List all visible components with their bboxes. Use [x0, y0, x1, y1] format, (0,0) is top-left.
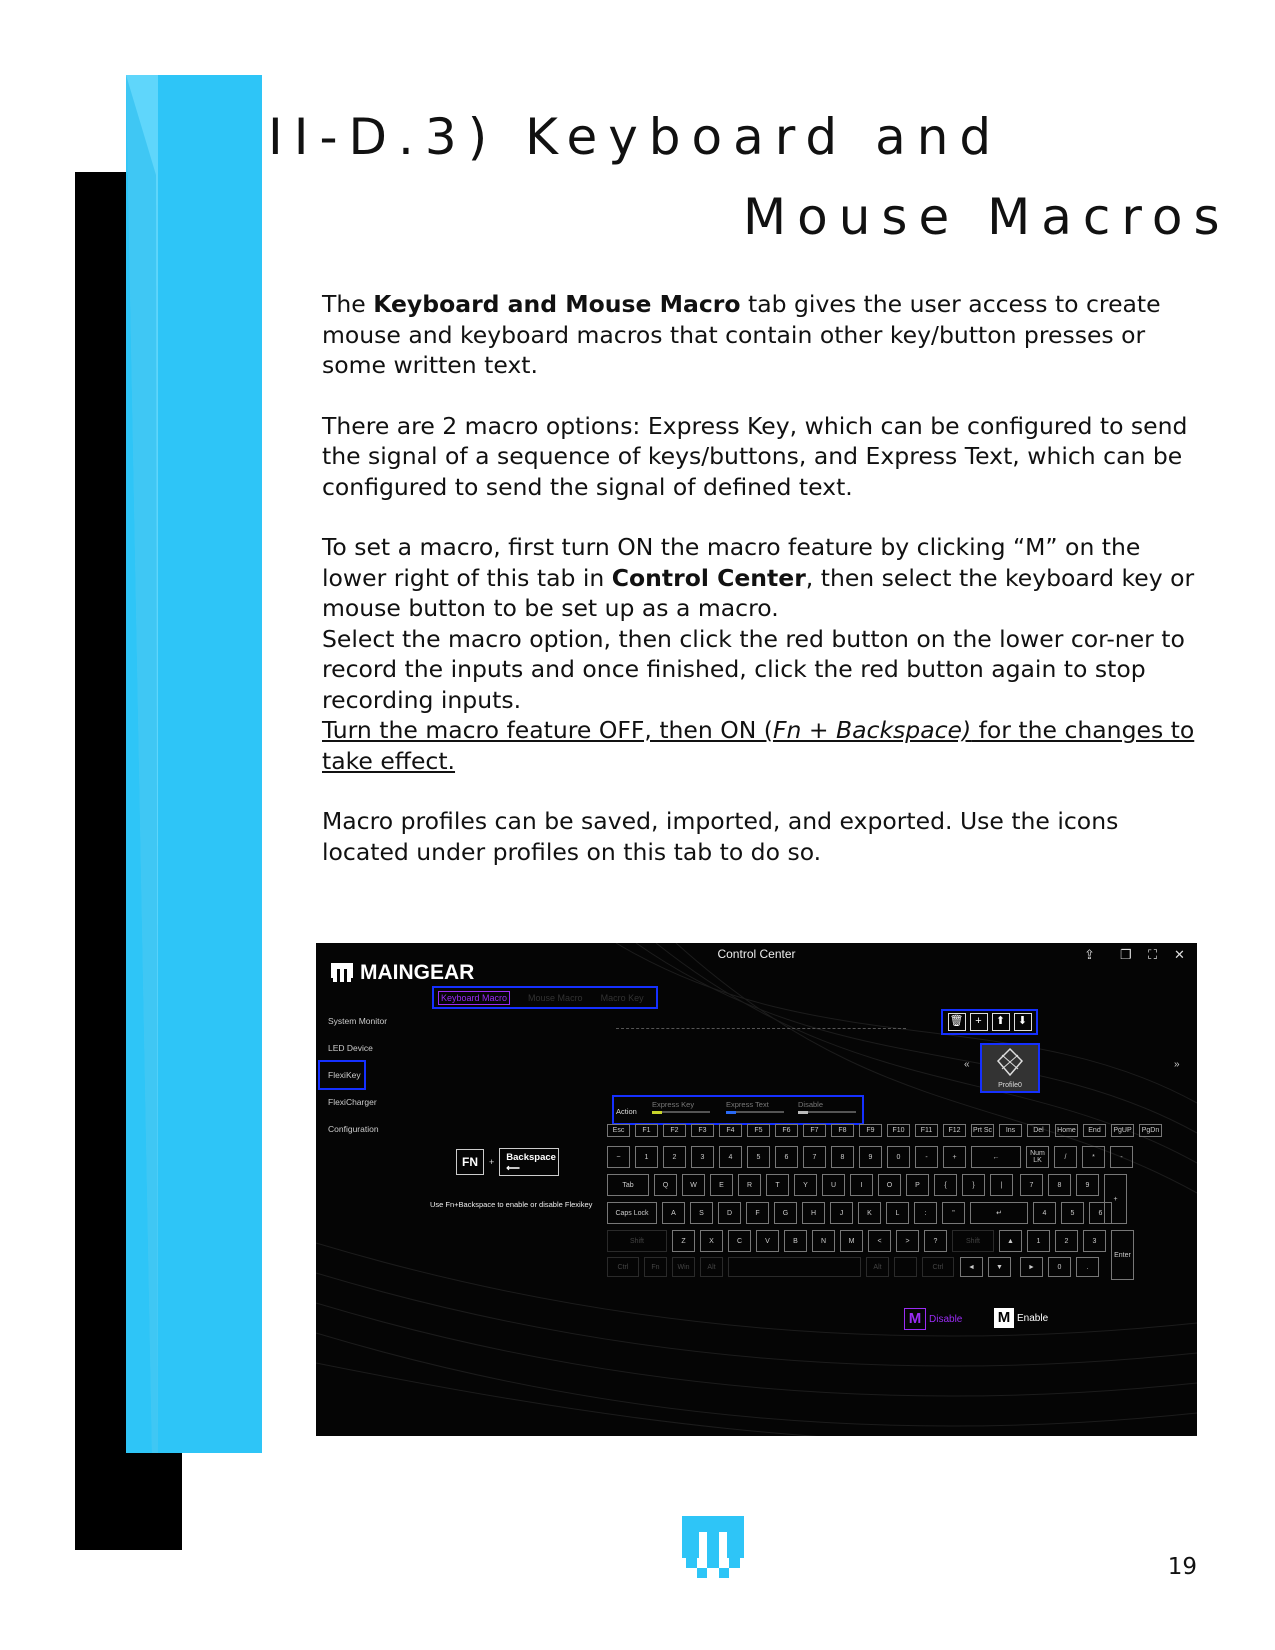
- keyboard-key[interactable]: F: [746, 1202, 769, 1224]
- window-title: Control Center: [717, 947, 796, 961]
- sidebar-selection-highlight: [318, 1060, 366, 1090]
- keyboard-key[interactable]: |: [990, 1174, 1013, 1196]
- action-label: Action: [616, 1107, 637, 1116]
- keyboard-key[interactable]: Ins: [999, 1124, 1022, 1137]
- profile-toolbar: [941, 1009, 1038, 1035]
- keyboard-key[interactable]: 6: [775, 1146, 798, 1168]
- paragraph-intro: The Keyboard and Mouse Macro tab gives the user access to create mouse and keyboard macros that contain other key/button presses or some written text.: [322, 290, 1161, 379]
- disable-macro-toggle[interactable]: [904, 1308, 962, 1330]
- keyboard-key[interactable]: S: [690, 1202, 713, 1224]
- keyboard-key[interactable]: I: [850, 1174, 873, 1196]
- keyboard-key[interactable]: }: [962, 1174, 985, 1196]
- keyboard-key[interactable]: ▲: [999, 1230, 1022, 1252]
- keyboard-key[interactable]: Y: [794, 1174, 817, 1196]
- keyboard-key[interactable]: Tab: [607, 1174, 649, 1196]
- enable-m-icon: M: [994, 1308, 1014, 1328]
- paragraph-profiles: Macro profiles can be saved, imported, and exported. Use the icons located under profiles on this tab to do so.: [322, 807, 1119, 866]
- keyboard-key[interactable]: F4: [719, 1124, 742, 1137]
- keyboard-key[interactable]: F7: [803, 1124, 826, 1137]
- maingear-footer-logo: [680, 1514, 746, 1580]
- keyboard-key[interactable]: End: [1083, 1124, 1106, 1137]
- keyboard-key[interactable]: F11: [915, 1124, 938, 1137]
- divider: [616, 1028, 906, 1029]
- keyboard-key[interactable]: V: [756, 1230, 779, 1252]
- keyboard-key[interactable]: ►: [1020, 1257, 1043, 1277]
- tab-mouse-macro[interactable]: Mouse Macro: [528, 992, 583, 1003]
- keyboard-key[interactable]: X: [700, 1230, 723, 1252]
- keyboard-key[interactable]: F1: [635, 1124, 658, 1137]
- keyboard-key[interactable]: <: [868, 1230, 891, 1252]
- previous-profile-icon[interactable]: «: [964, 1059, 970, 1070]
- keyboard-key[interactable]: ◄: [960, 1257, 983, 1277]
- keyboard-key[interactable]: E: [710, 1174, 733, 1196]
- keyboard-key[interactable]: F2: [663, 1124, 686, 1137]
- keyboard-key[interactable]: Alt: [866, 1257, 889, 1277]
- enable-label: Enable: [1017, 1312, 1049, 1324]
- enable-macro-toggle[interactable]: [994, 1308, 1048, 1328]
- keyboard-key[interactable]: ←: [971, 1146, 1021, 1168]
- keyboard-key[interactable]: ↵: [970, 1202, 1028, 1224]
- paragraph-setup: To set a macro, first turn ON the macro feature by clicking “M” on the lower right of this tab in Control Center, then select the keyboard key or mouse button to be set up as a macro. Select the macro option, then click the red button on the lower cor-ner to record the inputs and once finished, click the red button again to stop recording inputs. Turn the macro feature OFF, then ON (Fn + Backspace) for the changes to take effect.: [322, 533, 1195, 775]
- keyboard-key[interactable]: F3: [691, 1124, 714, 1137]
- sidebar-item-system-monitor[interactable]: System Monitor: [328, 1016, 388, 1026]
- flexikey-hint: Use Fn+Backspace to enable or disable Flexikey: [430, 1200, 593, 1209]
- keyboard-key[interactable]: PgDn: [1139, 1124, 1162, 1137]
- keyboard-key[interactable]: M: [840, 1230, 863, 1252]
- body-text: [322, 289, 1202, 897]
- keyboard-key[interactable]: W: [682, 1174, 705, 1196]
- brand-name: MAINGEAR: [360, 961, 475, 984]
- keyboard-key[interactable]: N: [812, 1230, 835, 1252]
- keyboard-key[interactable]: O: [878, 1174, 901, 1196]
- keyboard-key[interactable]: PgUP: [1111, 1124, 1134, 1137]
- keyboard-key[interactable]: ?: [924, 1230, 947, 1252]
- export-profile-icon[interactable]: ⬆: [992, 1013, 1010, 1031]
- keyboard-key[interactable]: Alt: [700, 1257, 723, 1277]
- keyboard-key[interactable]: .: [1076, 1257, 1099, 1277]
- keyboard-key[interactable]: /: [1054, 1146, 1077, 1168]
- keyboard-key[interactable]: K: [858, 1202, 881, 1224]
- backspace-label: Backspace: [506, 1152, 556, 1163]
- keyboard-key[interactable]: 9: [859, 1146, 882, 1168]
- keyboard-key[interactable]: ~: [607, 1146, 630, 1168]
- arrow-left-icon: ⟵: [506, 1163, 520, 1174]
- tab-keyboard-macro[interactable]: Keyboard Macro: [438, 991, 510, 1005]
- keyboard-key[interactable]: 8: [1048, 1174, 1071, 1196]
- keyboard-key[interactable]: ": [942, 1202, 965, 1224]
- export-icon[interactable]: ⇪: [1084, 947, 1095, 962]
- express-key-slider: [652, 1111, 710, 1113]
- close-icon[interactable]: ✕: [1174, 947, 1185, 962]
- sidebar-item-configuration[interactable]: Configuration: [328, 1124, 379, 1134]
- keyboard-key[interactable]: R: [738, 1174, 761, 1196]
- keyboard-key[interactable]: Q: [654, 1174, 677, 1196]
- keyboard-key[interactable]: J: [830, 1202, 853, 1224]
- keyboard-key[interactable]: 9: [1076, 1174, 1099, 1196]
- keyboard-key[interactable]: F8: [831, 1124, 854, 1137]
- tab-macro-key[interactable]: Macro Key: [600, 992, 644, 1003]
- fullscreen-icon[interactable]: ⛶: [1148, 947, 1158, 962]
- macro-tabs: [432, 986, 658, 1009]
- sidebar-item-flexicharger[interactable]: FlexiCharger: [328, 1097, 377, 1107]
- keyboard-key[interactable]: Shift: [952, 1230, 994, 1252]
- keyboard-key[interactable]: 8: [831, 1146, 854, 1168]
- keyboard-key[interactable]: Esc: [607, 1124, 630, 1137]
- add-profile-icon[interactable]: +: [970, 1013, 988, 1031]
- keyboard-key[interactable]: {: [934, 1174, 957, 1196]
- restore-icon[interactable]: ❐: [1120, 947, 1132, 962]
- sidebar-item-flexikey[interactable]: FlexiKey: [328, 1070, 361, 1080]
- keyboard-key[interactable]: F6: [775, 1124, 798, 1137]
- page-title-line1: II-D.3) Keyboard and: [268, 108, 1003, 166]
- keyboard-key[interactable]: Caps Lock: [607, 1202, 657, 1224]
- keyboard-key[interactable]: H: [802, 1202, 825, 1224]
- keyboard-key[interactable]: T: [766, 1174, 789, 1196]
- keyboard-key[interactable]: *: [1082, 1146, 1105, 1168]
- keyboard-key[interactable]: D: [718, 1202, 741, 1224]
- keyboard-key[interactable]: ▼: [988, 1257, 1011, 1277]
- plus-sign: +: [489, 1157, 495, 1167]
- keyboard-key[interactable]: P: [906, 1174, 929, 1196]
- keyboard-key[interactable]: Del: [1027, 1124, 1050, 1137]
- keyboard-key[interactable]: 2: [663, 1146, 686, 1168]
- brand-logo: [330, 961, 474, 985]
- keyboard-key[interactable]: 0: [887, 1146, 910, 1168]
- keyboard-key[interactable]: +: [943, 1146, 966, 1168]
- keyboard-key[interactable]: Shift: [607, 1230, 667, 1252]
- paragraph-options: There are 2 macro options: Express Key, which can be configured to send the signal of a sequence of keys/buttons, and Express Text, which can be configured to send the signal of defined text.: [322, 411, 1188, 501]
- keyboard-key[interactable]: +: [1104, 1174, 1127, 1224]
- keyboard-key[interactable]: F12: [943, 1124, 966, 1137]
- page-number: 19: [1167, 1554, 1197, 1580]
- express-text-slider: [726, 1111, 784, 1113]
- keyboard-key[interactable]: Num LK: [1026, 1146, 1049, 1168]
- keyboard-key[interactable]: 4: [719, 1146, 742, 1168]
- keyboard-key[interactable]: -: [915, 1146, 938, 1168]
- keyboard-key[interactable]: 5: [747, 1146, 770, 1168]
- delete-profile-icon[interactable]: 🗑: [948, 1013, 966, 1031]
- keyboard-key[interactable]: -: [1110, 1146, 1133, 1168]
- keyboard-key[interactable]: 7: [1020, 1174, 1043, 1196]
- keyboard-key[interactable]: Fn: [644, 1257, 667, 1277]
- keyboard-key[interactable]: Prt Sc: [971, 1124, 994, 1137]
- profile-name: Profile0: [998, 1082, 1022, 1089]
- profile-emblem-icon: [982, 1045, 1038, 1081]
- control-center-screenshot: [316, 943, 1197, 1436]
- keyboard-key[interactable]: L: [886, 1202, 909, 1224]
- keyboard-key[interactable]: 2: [1055, 1230, 1078, 1252]
- keyboard-key[interactable]: Ctrl: [922, 1257, 954, 1277]
- option-express-text[interactable]: Express Text: [726, 1100, 769, 1109]
- fn-key-graphic: FN: [456, 1149, 484, 1175]
- keyboard-key[interactable]: U: [822, 1174, 845, 1196]
- page-title-line2: Mouse Macros: [743, 188, 1231, 246]
- keyboard-key[interactable]: G: [774, 1202, 797, 1224]
- keyboard-key[interactable]: Ctrl: [607, 1257, 639, 1277]
- keyboard-key[interactable]: F10: [887, 1124, 910, 1137]
- keyboard-key[interactable]: A: [662, 1202, 685, 1224]
- action-selector: [612, 1095, 864, 1125]
- decorative-blue-edge: [126, 75, 158, 1453]
- option-express-key[interactable]: Express Key: [652, 1100, 695, 1109]
- keyboard-key[interactable]: 5: [1061, 1202, 1084, 1224]
- keyboard-key[interactable]: :: [914, 1202, 937, 1224]
- keyboard-key[interactable]: Home: [1055, 1124, 1078, 1137]
- keyboard-key[interactable]: 6: [1089, 1202, 1112, 1224]
- keyboard-key[interactable]: B: [784, 1230, 807, 1252]
- keyboard-key[interactable]: 7: [803, 1146, 826, 1168]
- next-profile-icon[interactable]: »: [1174, 1059, 1180, 1070]
- sidebar-item-led-device[interactable]: LED Device: [328, 1043, 373, 1053]
- keyboard-key[interactable]: [728, 1257, 861, 1277]
- disable-label: Disable: [929, 1313, 963, 1325]
- keyboard-key[interactable]: Win: [672, 1257, 695, 1277]
- keyboard-key[interactable]: >: [896, 1230, 919, 1252]
- backspace-key-graphic: [499, 1148, 559, 1176]
- fn-backspace-combo: [456, 1148, 559, 1176]
- keyboard-key[interactable]: 1: [1027, 1230, 1050, 1252]
- keyboard-key[interactable]: 3: [691, 1146, 714, 1168]
- keyboard-key[interactable]: 3: [1083, 1230, 1106, 1252]
- keyboard-key[interactable]: F5: [747, 1124, 770, 1137]
- keyboard-key[interactable]: [894, 1257, 917, 1277]
- profile-card[interactable]: [980, 1043, 1040, 1093]
- disable-m-icon: M: [904, 1308, 926, 1330]
- maingear-logo-icon: [330, 961, 354, 985]
- option-disable[interactable]: Disable: [798, 1100, 824, 1109]
- keyboard-key[interactable]: F9: [859, 1124, 882, 1137]
- keyboard-key[interactable]: Enter: [1111, 1230, 1134, 1280]
- keyboard-key[interactable]: 1: [635, 1146, 658, 1168]
- keyboard-key[interactable]: C: [728, 1230, 751, 1252]
- keyboard-key[interactable]: 0: [1048, 1257, 1071, 1277]
- import-profile-icon[interactable]: ⬇: [1014, 1013, 1032, 1031]
- keyboard-key[interactable]: Z: [672, 1230, 695, 1252]
- disable-slider: [798, 1111, 856, 1113]
- keyboard-key[interactable]: 4: [1033, 1202, 1056, 1224]
